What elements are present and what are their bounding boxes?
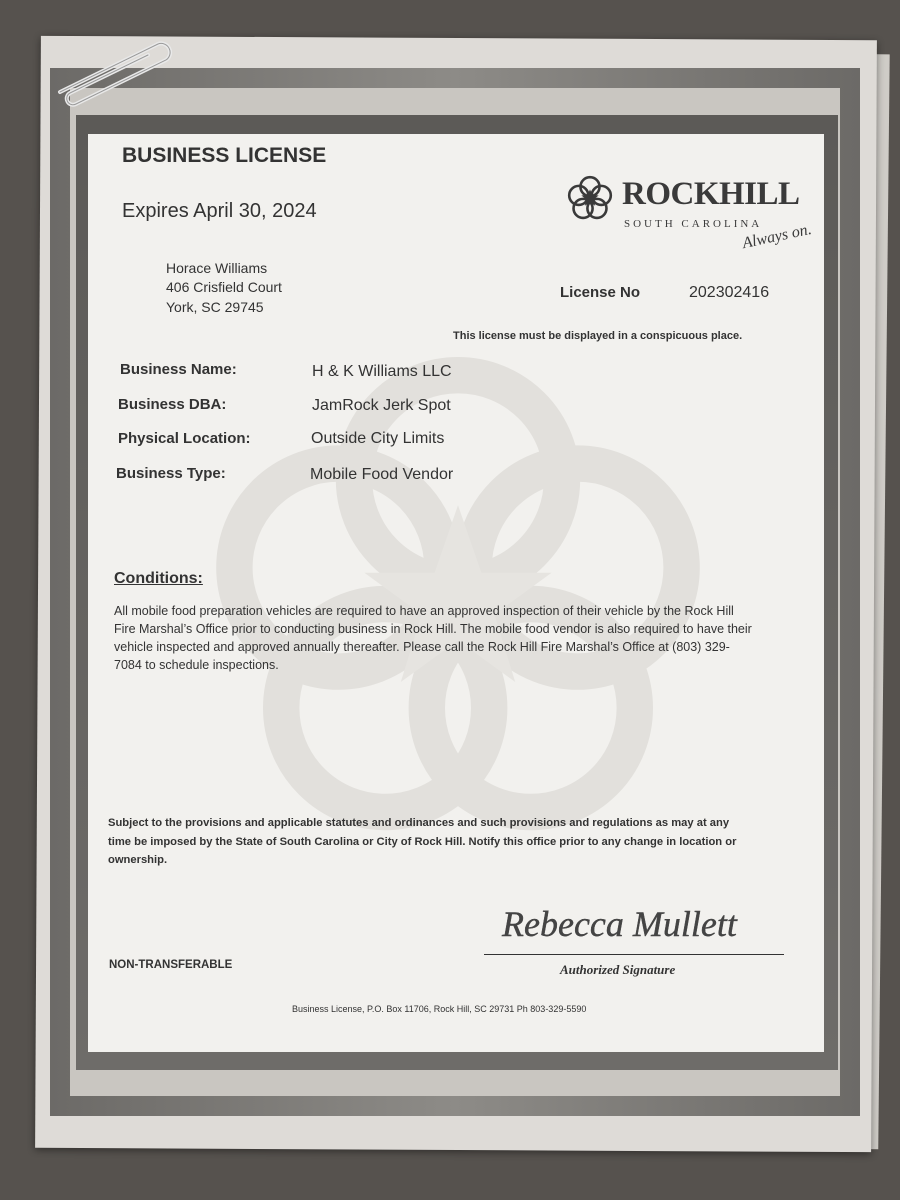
conditions-heading: Conditions: — [114, 570, 203, 587]
non-transferable-notice: NON-TRANSFERABLE — [109, 959, 233, 971]
business-dba-label: Business DBA: — [118, 396, 227, 413]
display-notice: This license must be displayed in a conspicuous place. — [453, 330, 743, 342]
license-document — [88, 134, 824, 1052]
conditions-text: All mobile food preparation vehicles are required to have an approved inspection of their vehicle by the Rock Hill Fire Marshal’s Office prior to conducting business in Rock Hill. The mobile food vendor is also required to have their vehicle inspected and approved annually thereafter. Please call the Rock Hill Fire Marshal’s Office at (803) 329-7084 to schedule inspections. — [114, 604, 752, 672]
business-dba-value: JamRock Jerk Spot — [312, 397, 451, 414]
holder-address-line1: 406 Crisfield Court — [166, 279, 282, 295]
signature-text: Rebecca Mullett — [502, 904, 737, 944]
business-name-label: Business Name: — [120, 361, 237, 378]
authorized-signature-label: Authorized Signature — [560, 962, 676, 977]
expiration-date: Expires April 30, 2024 — [122, 200, 317, 222]
logo-subtitle: SOUTH CAROLINA — [624, 218, 763, 230]
paper-clip-icon — [50, 30, 180, 110]
logo-name: ROCKHILL — [622, 176, 800, 212]
business-type-label: Business Type: — [116, 465, 226, 482]
business-name-value: H & K Williams LLC — [312, 363, 452, 380]
footer-contact: Business License, P.O. Box 11706, Rock Hill, SC 29731 Ph 803-329-5590 — [292, 1004, 587, 1014]
signature — [498, 894, 788, 954]
holder-name: Horace Williams — [166, 260, 268, 276]
physical-location-label: Physical Location: — [118, 430, 251, 447]
document-title: BUSINESS LICENSE — [122, 144, 327, 167]
holder-address-line2: York, SC 29745 — [166, 299, 264, 315]
provisions-text: Subject to the provisions and applicable statutes and ordinances and such provisions and regulations as may at any time be imposed by the State of South Carolina or City of Rock Hill. Notify this office prior to any change in location or ownership. — [108, 817, 737, 866]
logo-tagline: Always on. — [740, 220, 814, 253]
rock-hill-logo-icon — [564, 172, 616, 224]
business-type-value: Mobile Food Vendor — [310, 466, 454, 483]
physical-location-value: Outside City Limits — [311, 430, 445, 447]
license-number-label: License No — [560, 284, 641, 301]
signature-line — [484, 954, 784, 955]
license-number: 202302416 — [689, 284, 770, 301]
